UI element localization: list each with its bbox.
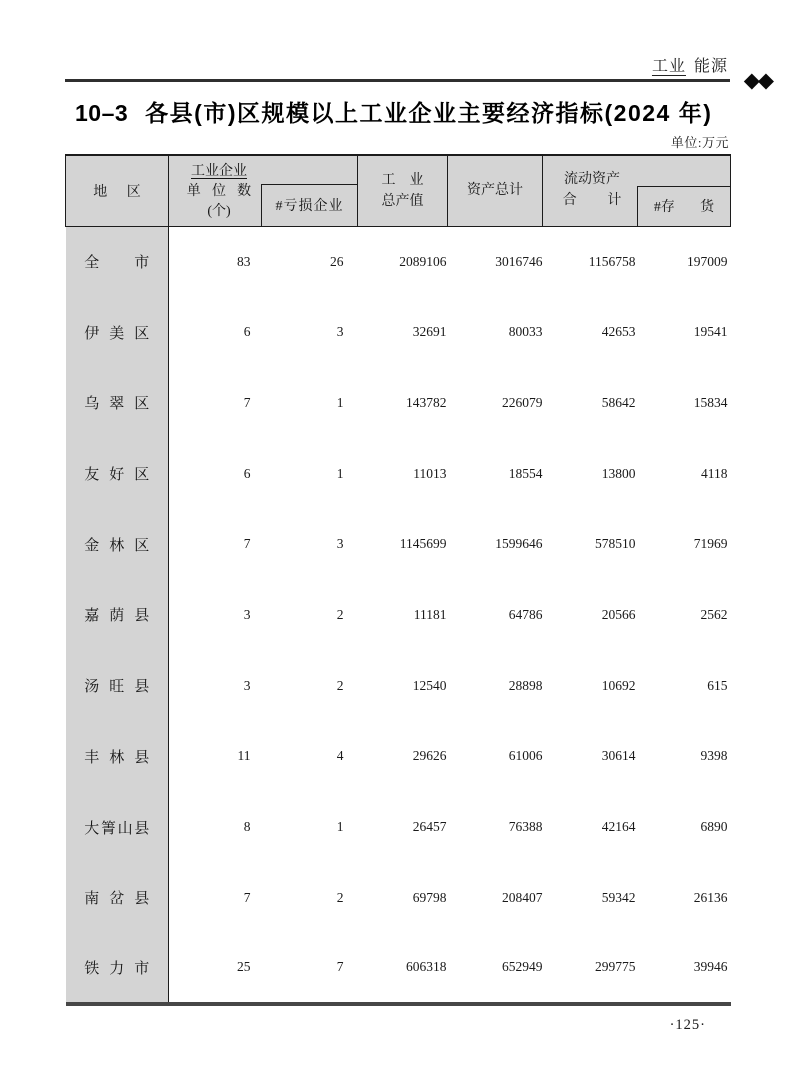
row-region-text (84, 392, 149, 413)
label-char: 丰 (84, 749, 100, 766)
label-char: 县 (134, 891, 150, 908)
table-row (66, 792, 731, 863)
cell-inventory: 6890 (700, 819, 728, 835)
row-region-label (66, 580, 169, 651)
label-char: 林 (109, 537, 125, 554)
cell-loss-enterprises: 1 (336, 465, 344, 481)
table-row (66, 226, 731, 297)
header-inventory (637, 186, 730, 226)
page-title (75, 97, 730, 129)
cell-total-assets: 208407 (502, 889, 543, 905)
row-region-text (84, 534, 149, 555)
cell-inventory: 19541 (693, 324, 728, 340)
cell-loss-enterprises: 2 (336, 677, 344, 693)
page-number: ·125· (669, 1016, 706, 1033)
cell-loss-enterprises: 3 (336, 536, 344, 552)
cell-loss-enterprises: 1 (336, 394, 344, 410)
header-gross-output-line1-text (382, 170, 424, 191)
masthead-section-title (652, 53, 728, 76)
label-char: 数 (237, 184, 252, 200)
cell-loss-enterprises: 2 (336, 889, 344, 905)
table-title-text: 各县(市)区规模以上工业企业主要经济指标(2024 年) (145, 100, 713, 126)
row-region-label (66, 297, 169, 368)
header-region-label (93, 181, 141, 201)
cell-units-count: 8 (243, 819, 251, 835)
cell-current-assets: 10692 (601, 677, 636, 693)
row-region-text (84, 746, 149, 767)
cell-total-assets: 3016746 (495, 253, 543, 269)
cell-total-assets: 61006 (508, 748, 543, 764)
header-units-line1: 工业企业 (191, 164, 247, 180)
masthead-label-industry: 工业 (651, 58, 686, 75)
row-region-label (66, 792, 169, 863)
cell-gross-output: 32691 (412, 324, 447, 340)
table-row (66, 862, 731, 933)
header-units-line3: (个) (207, 204, 231, 220)
table-row (66, 509, 731, 580)
cell-inventory: 15834 (693, 394, 728, 410)
table-row (66, 650, 731, 721)
label-char: 工 (381, 173, 396, 189)
row-region-label (66, 226, 169, 297)
label-char: 伊 (84, 325, 100, 342)
cell-units-count: 7 (243, 889, 251, 905)
header-units-line2 (169, 182, 269, 202)
cell-total-assets: 652949 (502, 959, 543, 975)
header-loss-enterprises (261, 184, 357, 226)
header-current-line1: 流动资产 (564, 172, 620, 188)
header-units-group (169, 155, 358, 226)
cell-gross-output: 26457 (412, 819, 447, 835)
masthead-label-energy: 能源 (693, 58, 728, 75)
cell-current-assets: 58642 (601, 394, 636, 410)
cell-current-assets: 59342 (601, 889, 636, 905)
header-gross-output-line1 (358, 170, 447, 191)
label-char: 单 (186, 184, 201, 200)
header-total-assets-label: 资产总计 (467, 183, 523, 199)
cell-units-count: 7 (243, 394, 251, 410)
masthead (65, 0, 772, 92)
label-char: 市 (134, 255, 150, 272)
cell-current-assets: 13800 (601, 465, 636, 481)
label-char: 合 (562, 193, 577, 209)
table-header (66, 155, 731, 226)
row-region-label (66, 438, 169, 509)
cell-gross-output: 2089106 (399, 253, 447, 269)
cell-units-count: 25 (237, 959, 251, 975)
label-char: 县 (134, 679, 150, 696)
cell-units-count: 6 (243, 324, 251, 340)
header-gross-output-line2: 总产值 (381, 194, 424, 210)
header-current-assets-group (543, 155, 731, 226)
row-region-label (66, 862, 169, 933)
cell-units-count: 3 (243, 677, 251, 693)
label-char: 旺 (109, 679, 125, 696)
cell-inventory: 197009 (687, 253, 728, 269)
row-region-label (66, 368, 169, 439)
row-region-label (66, 650, 169, 721)
cell-inventory: 39946 (693, 959, 728, 975)
cell-current-assets: 42653 (601, 324, 636, 340)
cell-units-count: 7 (243, 536, 251, 552)
row-region-label (66, 721, 169, 792)
label-char: 乌 (84, 396, 100, 413)
label-char: 南 (84, 891, 100, 908)
label-char: 大 (84, 820, 100, 837)
label-char: 地 (93, 184, 108, 200)
diamond-icons: ◆◆ (743, 68, 772, 92)
row-region-text (84, 604, 149, 625)
row-region-text (84, 957, 149, 978)
header-current-line2 (543, 190, 641, 211)
label-char: 区 (134, 467, 150, 484)
header-total-assets (448, 155, 543, 226)
cell-inventory: 2562 (700, 606, 728, 622)
label-char: 市 (134, 960, 150, 977)
header-units-line2-text (187, 182, 251, 202)
header-region (66, 155, 169, 226)
cell-units-count: 83 (237, 253, 251, 269)
cell-total-assets: 1599646 (495, 536, 543, 552)
header-loss-enterprises-label: #亏损企业 (275, 199, 344, 215)
cell-total-assets: 18554 (508, 465, 543, 481)
label-char: 区 (134, 537, 150, 554)
row-region-text (84, 463, 149, 484)
row-region-text (84, 251, 149, 272)
cell-current-assets: 299775 (595, 959, 636, 975)
label-char: 业 (409, 173, 424, 189)
cell-current-assets: 42164 (601, 819, 636, 835)
label-char: 县 (134, 749, 150, 766)
cell-current-assets: 1156758 (588, 253, 636, 269)
label-char: 美 (109, 325, 125, 342)
cell-inventory: 26136 (693, 889, 728, 905)
cell-inventory: 615 (707, 677, 728, 693)
cell-loss-enterprises: 3 (336, 324, 344, 340)
cell-loss-enterprises: 1 (336, 819, 344, 835)
cell-gross-output: 11013 (413, 465, 447, 481)
table-row (66, 438, 731, 509)
cell-loss-enterprises: 2 (336, 606, 344, 622)
table-number: 10–3 (75, 100, 129, 126)
header-inventory-label (654, 196, 714, 216)
header-row (66, 155, 731, 226)
table-row (66, 368, 731, 439)
header-units-label (169, 162, 269, 222)
row-region-label (66, 933, 169, 1004)
row-region-text (84, 817, 149, 838)
label-char: 荫 (109, 608, 125, 625)
label-char: 好 (109, 467, 125, 484)
cell-current-assets: 578510 (595, 536, 636, 552)
cell-loss-enterprises: 26 (330, 253, 344, 269)
table-body (66, 226, 731, 1004)
label-char: 计 (607, 193, 622, 209)
label-char: 县 (134, 820, 150, 837)
cell-total-assets: 64786 (508, 606, 543, 622)
cell-gross-output: 143782 (406, 394, 447, 410)
label-char: 位 (211, 184, 226, 200)
statistics-table (65, 154, 731, 1006)
label-char: 货 (700, 200, 715, 216)
cell-gross-output: 1145699 (399, 536, 447, 552)
cell-total-assets: 28898 (508, 677, 543, 693)
table-row (66, 933, 731, 1004)
label-char: 铁 (84, 960, 100, 977)
cell-gross-output: 29626 (412, 748, 447, 764)
label-char: 箐 (100, 820, 116, 837)
row-region-text (84, 322, 149, 343)
row-region-text (84, 675, 149, 696)
label-char: 县 (134, 608, 150, 625)
cell-inventory: 9398 (700, 748, 728, 764)
cell-units-count: 3 (243, 606, 251, 622)
label-char: 嘉 (84, 608, 100, 625)
table-row (66, 721, 731, 792)
table-row (66, 580, 731, 651)
cell-total-assets: 80033 (508, 324, 543, 340)
header-gross-output (358, 155, 448, 226)
label-char: 友 (84, 467, 100, 484)
cell-loss-enterprises: 7 (336, 959, 344, 975)
label-char: 区 (126, 184, 141, 200)
cell-gross-output: 12540 (412, 677, 447, 693)
row-region-text (84, 887, 149, 908)
label-char: 岔 (109, 891, 125, 908)
cell-units-count: 6 (243, 465, 251, 481)
label-char: 全 (84, 255, 100, 272)
label-char: 林 (109, 749, 125, 766)
label-char: 金 (84, 537, 100, 554)
cell-gross-output: 69798 (412, 889, 447, 905)
cell-inventory: 4118 (701, 465, 728, 481)
cell-inventory: 71969 (693, 536, 728, 552)
label-char: 翠 (109, 396, 125, 413)
cell-gross-output: 606318 (406, 959, 447, 975)
cell-loss-enterprises: 4 (336, 748, 344, 764)
cell-total-assets: 226079 (502, 394, 543, 410)
unit-note: 单位:万元 (670, 135, 729, 151)
label-char: 山 (117, 820, 133, 837)
cell-units-count: 11 (237, 748, 251, 764)
header-current-assets-label (543, 169, 641, 211)
label-char: 汤 (84, 679, 100, 696)
cell-current-assets: 20566 (601, 606, 636, 622)
cell-total-assets: 76388 (508, 819, 543, 835)
label-char: 区 (134, 396, 150, 413)
label-char: 区 (134, 325, 150, 342)
header-current-line2-text (563, 190, 622, 211)
label-char: #存 (653, 200, 675, 216)
cell-gross-output: 11181 (413, 606, 447, 622)
row-region-label (66, 509, 169, 580)
table-row (66, 297, 731, 368)
cell-current-assets: 30614 (601, 748, 636, 764)
label-char: 力 (109, 960, 125, 977)
